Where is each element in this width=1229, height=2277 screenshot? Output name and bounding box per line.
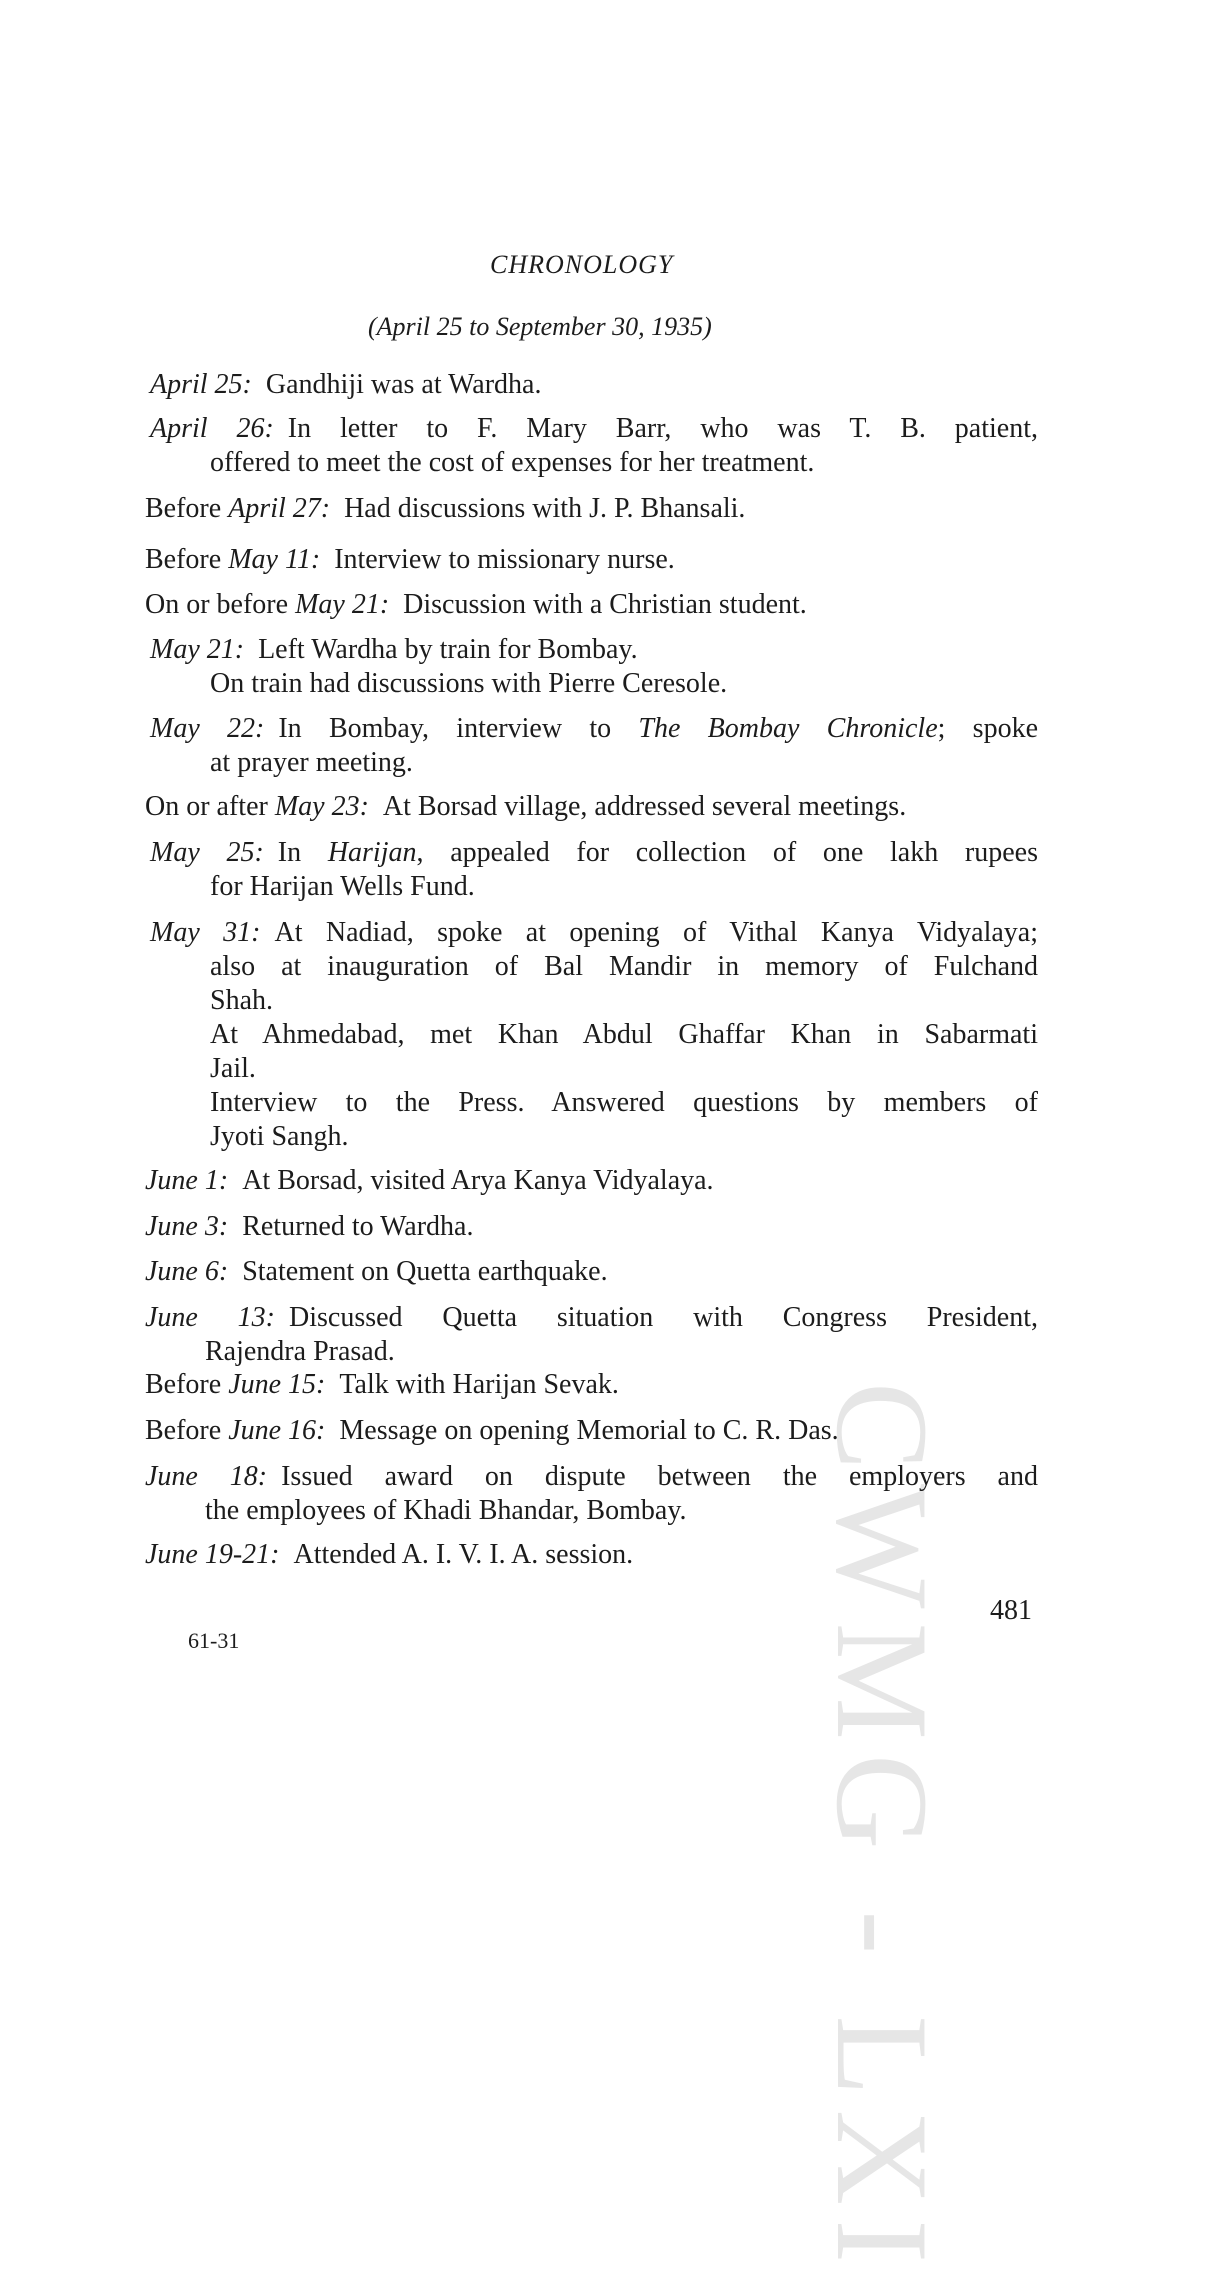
entry-text: Had discussions with J. P. Bhansali.	[344, 493, 746, 524]
entry-text-continued: at prayer meeting.	[210, 747, 413, 778]
chronology-entry	[145, 1301, 1038, 1369]
page-subtitle: (April 25 to September 30, 1935)	[368, 312, 712, 341]
chronology-entry	[150, 633, 1038, 701]
entry-text-continued: At Ahmedabad, met Khan Abdul Ghaffar Khan in Sabarmati	[210, 1019, 1038, 1050]
entry-text: In letter to F. Mary Barr, who was T. B. patient,	[287, 413, 1039, 444]
entry-text-continued: Rajendra Prasad.	[205, 1336, 395, 1367]
entry-text: At Borsad village, addressed several meetings.	[382, 791, 907, 822]
chronology-entry	[145, 1460, 1038, 1528]
entry-date: May 21:	[150, 634, 245, 665]
entry-text-continued: Jail.	[210, 1053, 256, 1084]
entry-text-continued: Jyoti Sangh.	[210, 1121, 349, 1152]
entry-date: June 1:	[145, 1165, 229, 1196]
entry-text: Returned to Wardha.	[242, 1211, 474, 1242]
entry-date: June 16:	[228, 1415, 326, 1446]
publication-title: Harijan	[327, 837, 417, 868]
entry-date: May 11:	[228, 544, 321, 575]
chronology-entry	[145, 588, 1038, 622]
entry-date: June 3:	[145, 1211, 229, 1242]
chronology-entry	[145, 1414, 1038, 1448]
entry-date: April 27:	[228, 493, 331, 524]
entry-prefix: On or before	[145, 589, 296, 620]
entry-date: May 23:	[274, 791, 369, 822]
entry-text-continued: the employees of Khadi Bhandar, Bombay.	[205, 1495, 687, 1526]
entry-text: In Bombay, interview to	[278, 713, 639, 744]
entry-text: Statement on Quetta earthquake.	[242, 1256, 608, 1287]
entry-date: May 31:	[150, 917, 261, 948]
entry-text-continued: for Harijan Wells Fund.	[210, 871, 475, 902]
chronology-entry	[150, 916, 1038, 1154]
entry-text-continued: On train had discussions with Pierre Ceresole.	[210, 668, 728, 699]
entry-date: April 26:	[150, 413, 274, 444]
entry-text: Talk with Harijan Sevak.	[339, 1369, 619, 1400]
entry-date: June 15:	[228, 1369, 326, 1400]
entry-prefix: Before	[145, 1369, 229, 1400]
entry-text-continued: offered to meet the cost of expenses for her treatment.	[210, 447, 815, 478]
chronology-entry	[145, 1538, 1038, 1572]
entry-text: ; spoke	[937, 713, 1039, 744]
chronology-entry	[150, 712, 1038, 780]
entry-text-continued: also at inauguration of Bal Mandir in memory of Fulchand	[210, 951, 1038, 982]
entry-date: April 25:	[150, 369, 252, 400]
entry-date: June 6:	[145, 1256, 229, 1287]
entry-prefix: Before	[145, 493, 229, 524]
newspaper-title: The Bombay Chronicle	[638, 713, 938, 744]
entry-prefix: Before	[145, 544, 229, 575]
entry-date: June 19-21:	[145, 1539, 280, 1570]
signature-code: 61-31	[188, 1628, 240, 1653]
chronology-entry	[150, 836, 1038, 904]
chronology-entry	[145, 492, 1038, 526]
entry-text: Left Wardha by train for Bombay.	[258, 634, 638, 665]
chronology-entry	[150, 412, 1038, 480]
entry-text: Interview to missionary nurse.	[334, 544, 675, 575]
entry-prefix: On or after	[145, 791, 275, 822]
watermark: CWMG - LXI	[809, 1382, 956, 2277]
chronology-entry	[145, 1255, 1038, 1289]
chronology-entry	[145, 1210, 1038, 1244]
entry-text: Message on opening Memorial to C. R. Das.	[339, 1415, 839, 1446]
entry-date: May 21:	[295, 589, 390, 620]
entry-prefix: Before	[145, 1415, 229, 1446]
entry-text-continued: Interview to the Press. Answered questions by members of	[210, 1087, 1038, 1118]
entry-date: May 22:	[150, 713, 265, 744]
entry-date: June 13:	[145, 1302, 276, 1333]
page-number: 481	[990, 1595, 1032, 1626]
chronology-entry	[145, 543, 1038, 577]
entry-text: , appealed for collection of one lakh rupees	[416, 837, 1038, 868]
entry-text: Discussion with a Christian student.	[403, 589, 807, 620]
chronology-entry	[145, 1368, 1038, 1402]
chronology-entry	[145, 1164, 1038, 1198]
entry-text: Attended A. I. V. I. A. session.	[293, 1539, 634, 1570]
chronology-entry	[150, 368, 1038, 402]
entry-text: In	[277, 837, 328, 868]
entry-text: Gandhiji was at Wardha.	[265, 369, 542, 400]
entry-text: Issued award on dispute between the employers and	[281, 1461, 1038, 1492]
page-title: CHRONOLOGY	[490, 250, 674, 279]
entry-date: June 18:	[145, 1461, 268, 1492]
entry-text: At Nadiad, spoke at opening of Vithal Kanya Vidyalaya;	[274, 917, 1038, 948]
chronology-entry	[145, 790, 1038, 824]
entry-date: May 25:	[150, 837, 264, 868]
entry-text: At Borsad, visited Arya Kanya Vidyalaya.	[242, 1165, 714, 1196]
entry-text: Discussed Quetta situation with Congress President,	[289, 1302, 1038, 1333]
entry-text-continued: Shah.	[210, 985, 273, 1016]
